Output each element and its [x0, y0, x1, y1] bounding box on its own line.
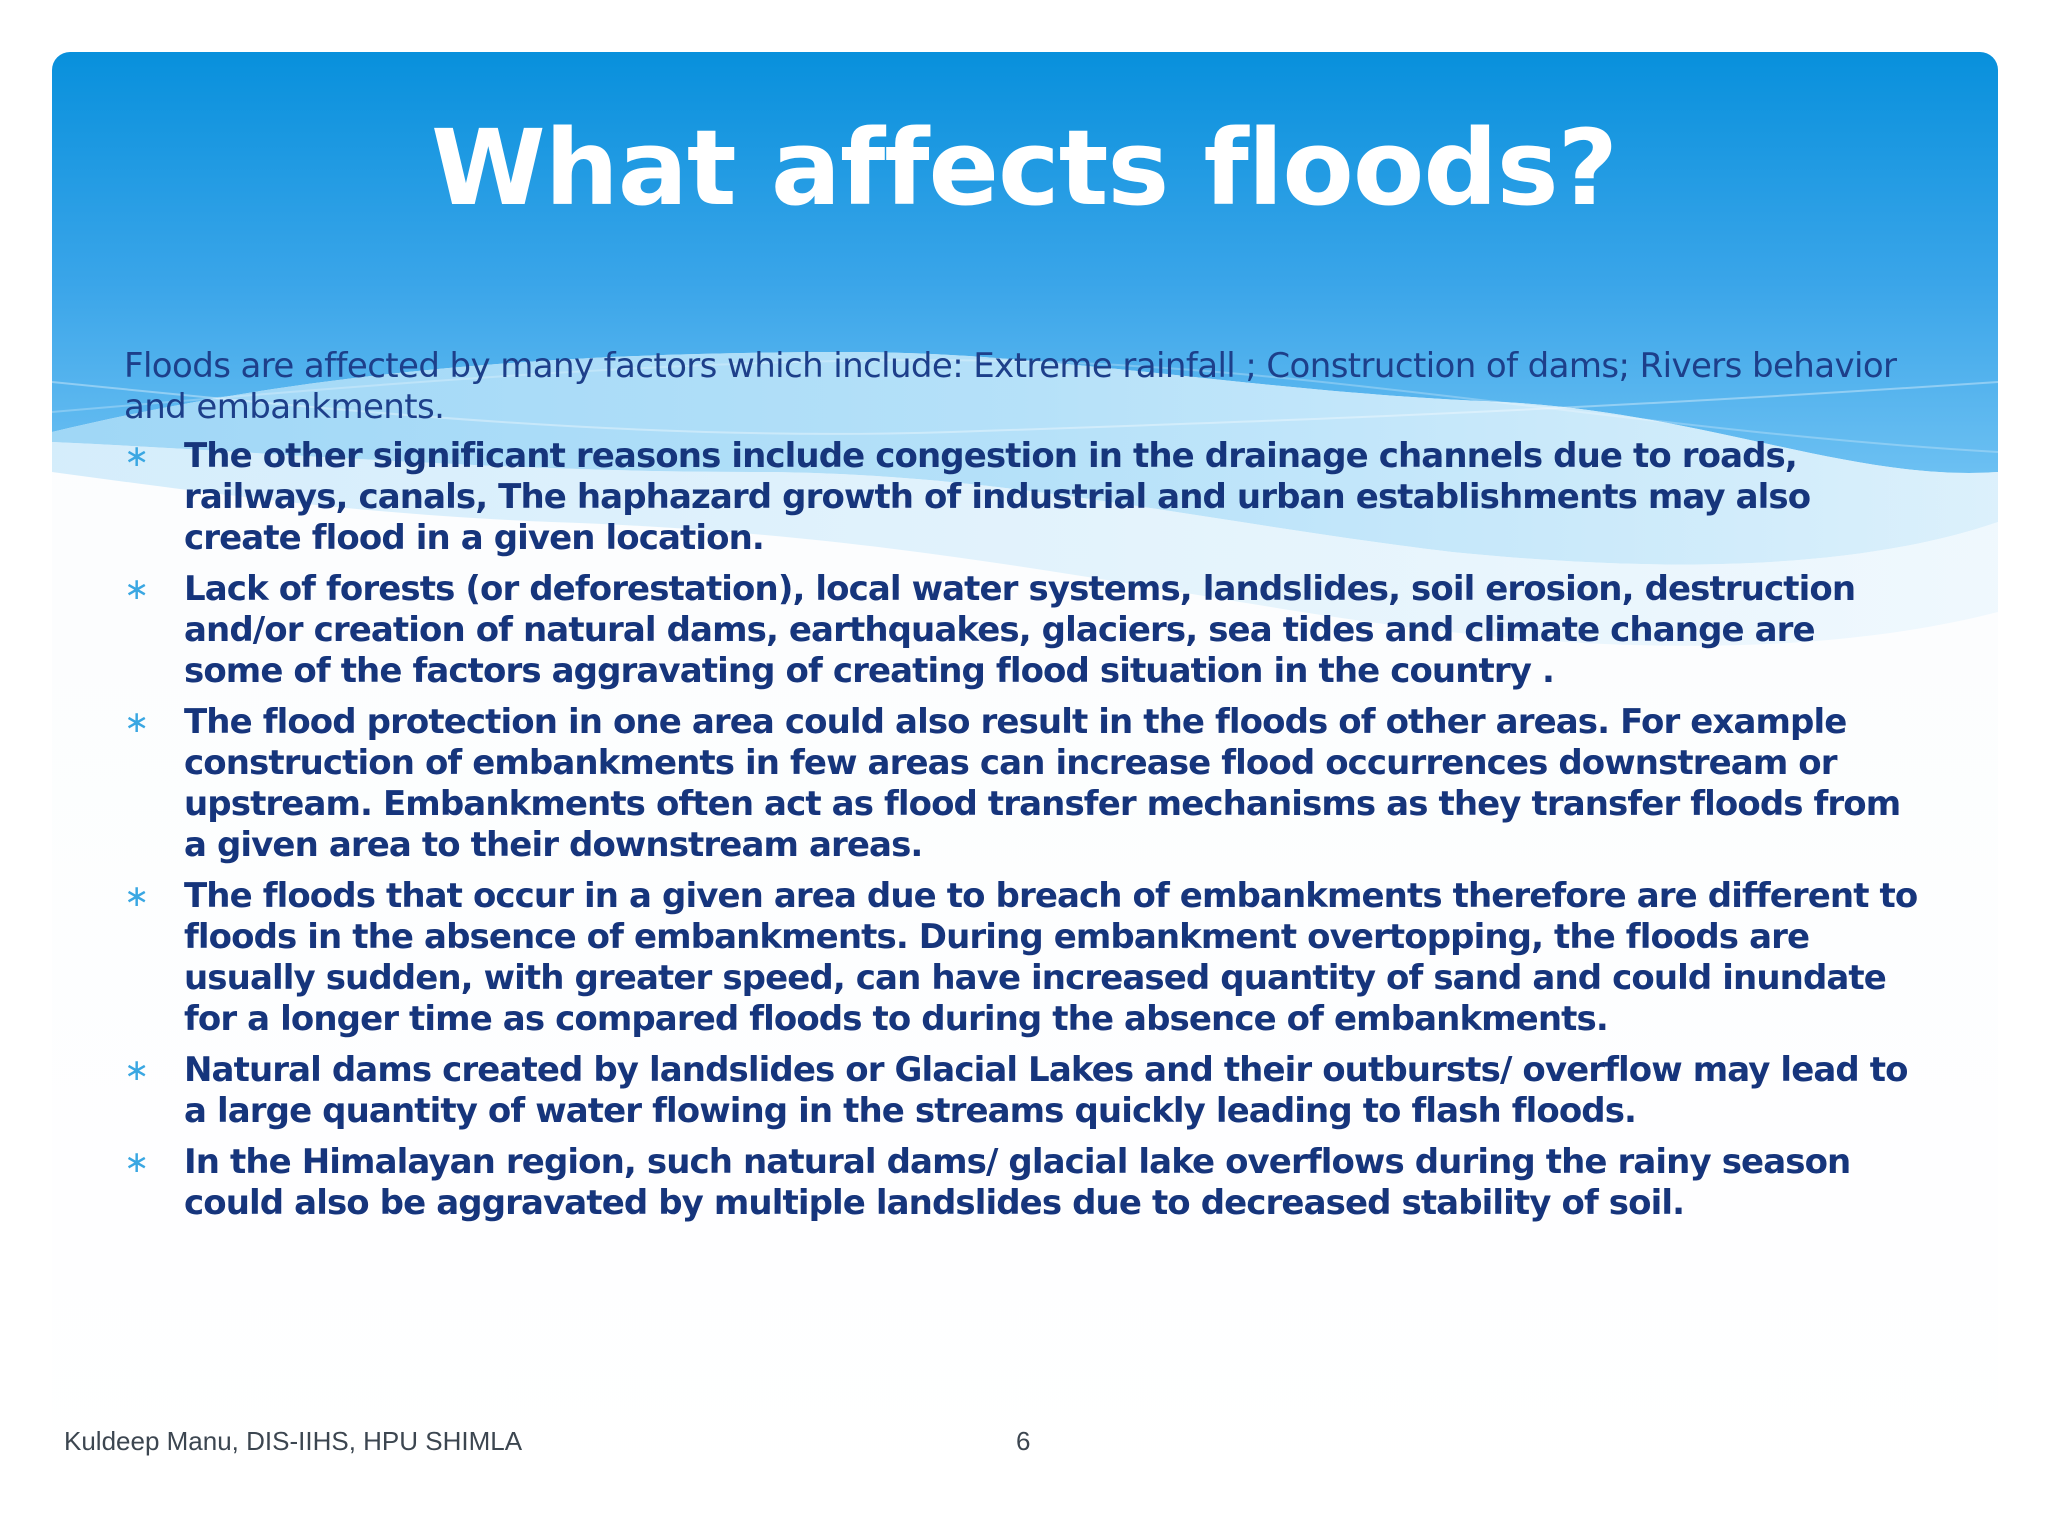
list-item-text: Lack of forests (or deforestation), local water systems, landslides, soil erosion, destruction and/or creation of natural dams, earthquakes, glaciers, sea tides and climate change are some of the factors aggravating of creating flood situation in the country . — [184, 569, 1856, 691]
footer-author: Kuldeep Manu, DIS-IIHS, HPU SHIMLA — [64, 1426, 523, 1456]
slide-content — [124, 346, 1924, 1234]
list-item — [124, 436, 1924, 559]
list-item — [124, 569, 1924, 692]
list-item — [124, 1142, 1924, 1224]
bullet-list — [124, 436, 1924, 1224]
asterisk-bullet-icon: ∗ — [124, 1053, 149, 1088]
intro-paragraph: Floods are affected by many factors which include: Extreme rainfall ; Construction of dams; Rivers behavior and embankments. — [124, 346, 1897, 427]
list-item-text: The floods that occur in a given area due to breach of embankments therefore are different to floods in the absence of embankments. During embankment overtopping, the floods are usually sudden, with greater speed, can have increased quantity of sand and could inundate for a longer time as compared floods to during the absence of embankments. — [184, 876, 1918, 1039]
list-item — [124, 1050, 1924, 1132]
asterisk-bullet-icon: ∗ — [124, 1145, 149, 1180]
asterisk-bullet-icon: ∗ — [124, 705, 149, 740]
footer-page-number: 6 — [1016, 1426, 1031, 1456]
list-item-text: The flood protection in one area could also result in the floods of other areas. For example construction of embankments in few areas can increase flood occurrences downstream or upstream. Embankments often act as flood transfer mechanisms as they transfer floods from a given area to their downstream areas. — [184, 702, 1901, 865]
slide-title: What affects floods? — [430, 107, 1617, 229]
list-item — [124, 876, 1924, 1040]
list-item — [124, 702, 1924, 866]
asterisk-bullet-icon: ∗ — [124, 879, 149, 914]
list-item-text: Natural dams created by landslides or Glacial Lakes and their outbursts/ overflow may lead to a large quantity of water flowing in the streams quickly leading to flash floods. — [184, 1050, 1908, 1131]
asterisk-bullet-icon: ∗ — [124, 439, 149, 474]
asterisk-bullet-icon: ∗ — [124, 572, 149, 607]
list-item-text: The other significant reasons include congestion in the drainage channels due to roads, railways, canals, The haphazard growth of industrial and urban establishments may also create flood in a given location. — [184, 436, 1811, 558]
list-item-text: In the Himalayan region, such natural dams/ glacial lake overflows during the rainy season could also be aggravated by multiple landslides due to decreased stability of soil. — [184, 1142, 1851, 1223]
